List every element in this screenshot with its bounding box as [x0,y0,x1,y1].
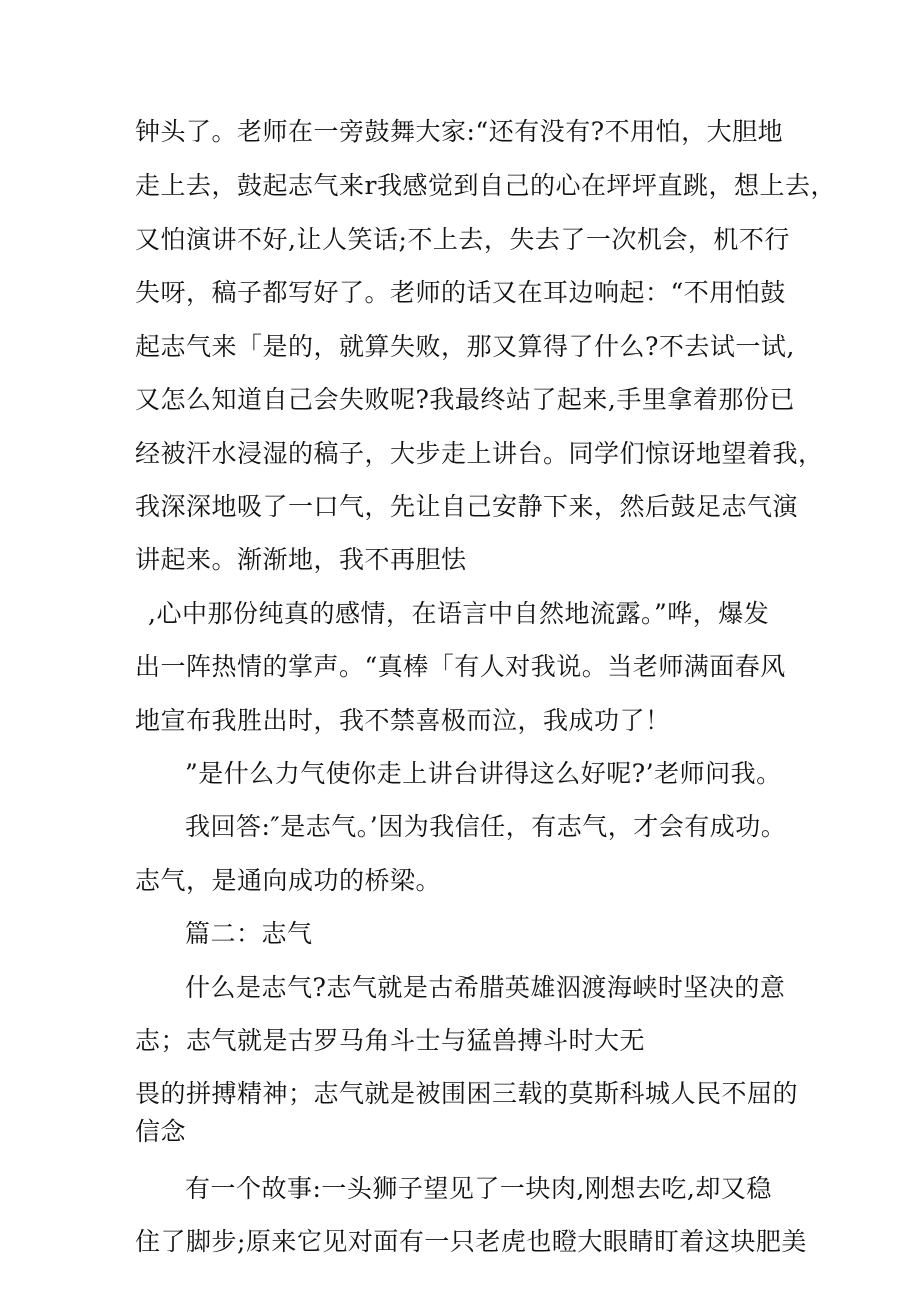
text-line: 志；志气就是古罗马角斗士与猛兽搏斗时大无 [135,1026,646,1055]
section-heading: 篇二：志气 [185,919,313,948]
text-line: 又怕演讲不好,让人笑话;不上去，失去了一次机会，机不行 [135,225,790,254]
text-line: 又怎么知道自己会失败呢?我最终站了起来,手里拿着那份已 [135,385,795,414]
text-line: 失呀，稿子都写好了。老师的话又在耳边响起：“不用怕鼓 [135,278,786,307]
text-line: 信念 [135,1117,187,1146]
text-line: 畏的拼搏精神；志气就是被围困三载的莫斯科城人民不屈的 [135,1079,799,1108]
text-line: ,心中那份纯真的感情，在语言中自然地流露。”哗，爆发 [148,599,770,628]
text-line: 起志气来「是的，就算失败，那又算得了什么?不去试一试, [135,332,795,361]
text-line: 钟头了。老师在一旁鼓舞大家:“还有没有?不用怕，大胆地 [135,117,784,146]
text-line: 住了脚步;原来它见对面有一只老虎也瞪大眼睛盯着这块肥美 [135,1227,807,1256]
text-line: 我回答:″是志气。’因为我信任，有志气，才会有成功。 [185,812,787,841]
text-line: 出一阵热情的掌声。“真棒「有人对我说。当老师满面春风 [135,652,786,681]
text-line: ”是什么力气使你走上讲台讲得这么好呢?’老师问我。 [185,759,782,788]
text-line: 地宣布我胜出时，我不禁喜极而泣，我成功了！ [135,706,671,735]
text-line: 经被汗水浸湿的稿子，大步走上讲台。同学们惊讶地望着我， [135,439,824,468]
text-line: 志气，是通向成功的桥梁。 [135,866,442,895]
text-line: 什么是志气?志气就是古希腊英雄泅渡海峡时坚决的意 [185,973,786,1002]
text-line: 我深深地吸了一口气，先让自己安静下来，然后鼓足志气演 [135,492,799,521]
text-line: 有一个故事:一头狮子望见了一块肉,刚想去吃,却又稳 [185,1174,772,1203]
text-line: 讲起来。渐渐地，我不再胆怯 [135,545,467,574]
text-line: 走上去，鼓起志气来r我感觉到自己的心在坪坪直跳，想上去， [135,171,836,200]
